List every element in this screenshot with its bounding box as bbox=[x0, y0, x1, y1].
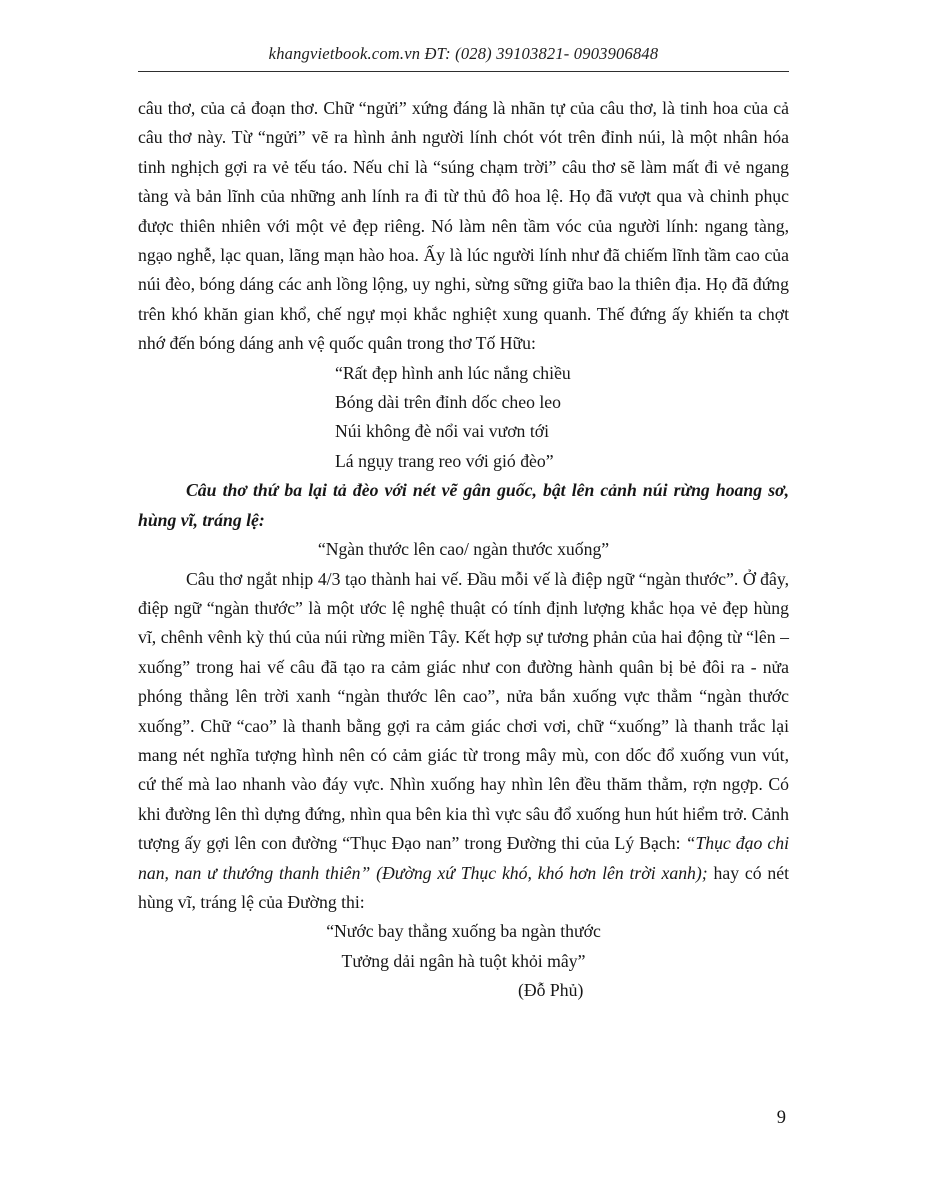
attribution: (Đỗ Phủ) bbox=[518, 980, 584, 1001]
page-number: 9 bbox=[776, 1108, 786, 1128]
poem-quote-2 bbox=[138, 917, 789, 976]
paragraph-3-lead: Câu thơ ngắt nhịp 4/3 tạo thành hai vế. Đầu mỗi vế là điệp ngữ “ngàn thước”. Ở đây, điệp ngữ “ngàn thước” là một ước lệ nghệ thuật có tính định lượng khắc họa vẻ đẹp hùng vĩ, chênh vênh kỳ thú của núi rừng miền Tây. Kết hợp sự tương phản của hai động từ “lên – xuống” trong hai vế câu đã tạo ra cảm giác như con đường hành quân bị bẻ đôi ra - nửa phóng thẳng lên trời xanh “ngàn thước lên cao”, nửa bắn xuống vực thẳm “ngàn thước xuống”. Chữ “cao” là thanh bằng gợi ra cảm giác chơi vơi, chữ “xuống” là thanh trắc lại mang nét nghĩa tượng hình nên có cảm giác từ trong mây mù, con dốc đổ xuống vun vút, cứ thế mà lao nhanh vào đáy vực. Nhìn xuống hay nhìn lên đều thăm thẳm, rợn ngợp. Có khi đường lên thì dựng đứng, nhìn qua bên kia thì vực sâu đổ xuống hun hút hiểm trở. Cảnh tượng ấy gợi lên con đường “Thục Đạo nan” trong Đường thi của Lý Bạch: bbox=[138, 568, 789, 854]
paragraph-2-bold: Câu thơ thứ ba lại tả đèo với nét vẽ gân guốc, bật lên cảnh núi rừng hoang sơ, hùng vĩ, tráng lệ: bbox=[138, 480, 789, 530]
poem-line: “Nước bay thẳng xuống ba ngàn thước bbox=[326, 921, 601, 942]
poem-line: Tưởng dải ngân hà tuột khỏi mây” bbox=[341, 950, 586, 971]
paragraph-3-tail: hay có nét hùng vĩ, tráng lệ của Đường thi: bbox=[138, 862, 790, 912]
inline-italic-quote: “Thục đạo chi nan, nan ư thướng thanh thiên” (Đường xứ Thục khó, khó hơn lên trời xanh); bbox=[138, 833, 789, 883]
paragraph-3 bbox=[138, 565, 789, 918]
verse-quote: “Ngàn thước lên cao/ ngàn thước xuống” bbox=[317, 539, 610, 560]
header-text: khangvietbook.com.vn ĐT: (028) 39103821- 0903906848 bbox=[268, 44, 659, 63]
poem-line: Núi không đè nổi vai vươn tới bbox=[335, 421, 549, 442]
paragraph-1: câu thơ, của cả đoạn thơ. Chữ “ngửi” xứng đáng là nhãn tự của câu thơ, là tinh hoa của cả câu thơ này. Từ “ngửi” vẽ ra hình ảnh người lính chót vót trên đỉnh núi, là một nhân hóa tinh nghịch gợi ra vẻ tếu táo. Nếu chỉ là “súng chạm trời” câu thơ sẽ làm mất đi vẻ ngang tàng và bản lĩnh của những anh lính ra đi từ thủ đô hoa lệ. Họ đã vượt qua và chinh phục được thiên nhiên với một vẻ đẹp riêng. Nó làm nên tầm vóc của người lính: ngang tàng, ngạo nghễ, lạc quan, lãng mạn hào hoa. Ấy là lúc người lính như đã chiếm lĩnh tầm cao của núi đèo, bóng dáng các anh lồng lộng, uy nghi, sừng sững giữa bao la thiên địa. Họ đã đứng trên khó khăn gian khổ, chế ngự mọi khắc nghiệt xung quanh. Thế đứng ấy khiến ta chợt nhớ đến bóng dáng anh vệ quốc quân trong thơ Tố Hữu: bbox=[138, 98, 789, 354]
poem-line: Lá ngụy trang reo với gió đèo” bbox=[335, 450, 554, 471]
page-content bbox=[138, 72, 789, 1006]
poem-line: “Rất đẹp hình anh lúc nắng chiều bbox=[335, 362, 571, 383]
poem-line: Bóng dài trên đỉnh dốc cheo leo bbox=[335, 392, 561, 413]
poem-quote-1 bbox=[335, 359, 789, 477]
page-header bbox=[138, 0, 789, 64]
